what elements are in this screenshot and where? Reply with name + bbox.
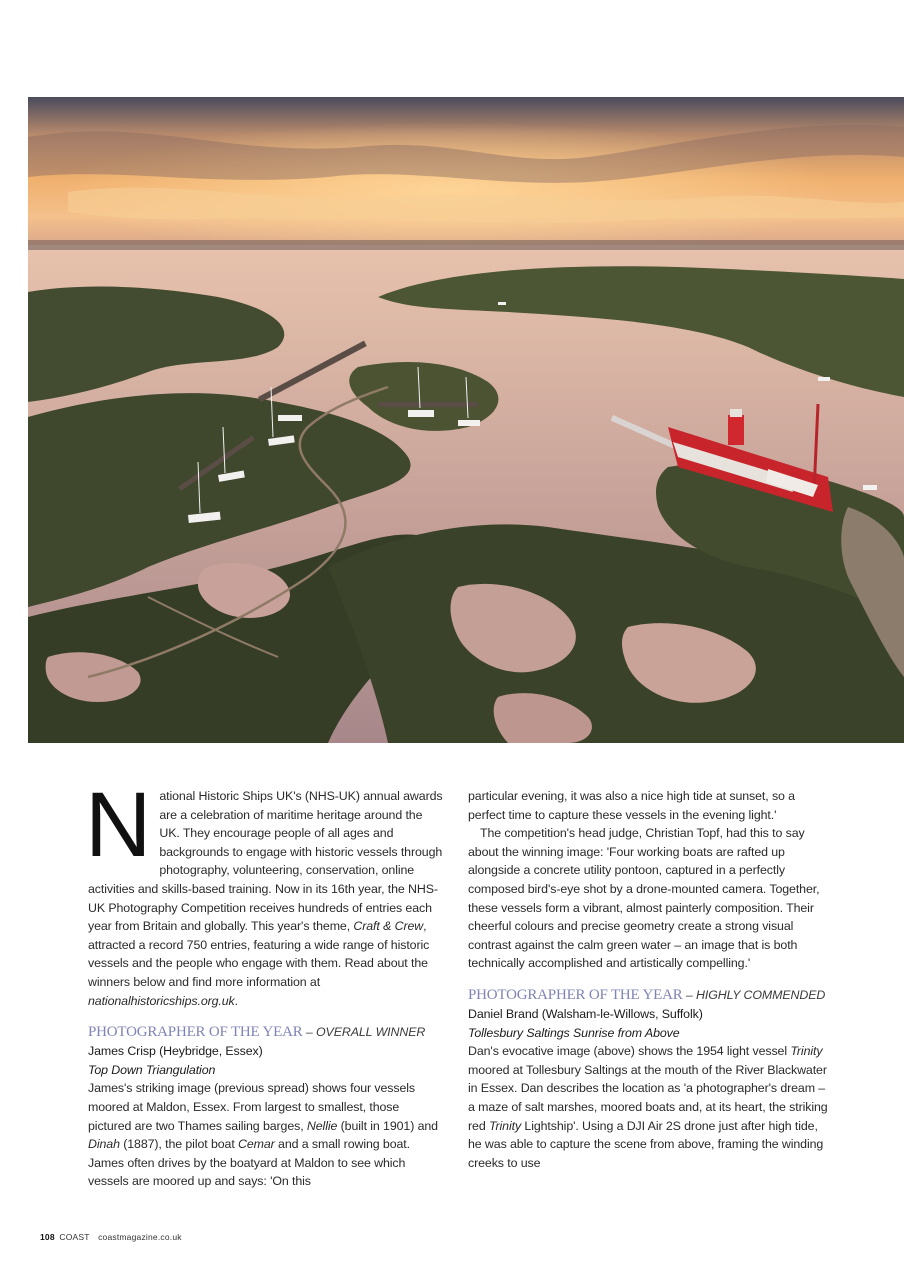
boat-name-nellie: Nellie [306,1118,338,1133]
vessel-name-trinity-2: Trinity [488,1118,522,1133]
winner-text-4-continued: particular evening, it was also a nice high tide at sunset, so a perfect time to capture these vessels in the evening light.' [468,789,795,822]
vessel-name-trinity: Trinity [790,1044,823,1059]
magazine-website[interactable]: coastmagazine.co.uk [98,1232,182,1242]
page-footer [40,1232,182,1242]
commended-heading-title: PHOTOGRAPHER OF THE YEAR [468,986,683,1003]
commended-category: – HIGHLY COMMENDED [682,987,826,1002]
boat-name-dinah: Dinah [88,1137,120,1152]
right-column [468,787,830,1172]
intro-text-continued: , attracted a record 750 entries, featuring a wide range of historic vessels and the people who engage with them. Read about the winners below and find more information at [88,919,430,989]
judge-quote: The competition's head judge, Christian Topf, had this to say about the winning image: 'Four working boats are rafted up alongside a concrete utility pontoon, captured in a perfectly composed bird's-eye shot by a drone-mounted camera. Together, these vessels form a vibrant, almost painterly composition. Their cheerful colours and precise geometry create a strong visual contrast against the calm green water – an image that is both technically accomplished and artistically compelling.' [468,826,820,971]
winner-description [88,1079,445,1191]
commended-heading [468,986,830,1005]
winner-text-4: and a small rowing boat. James often drives by the boatyard at Maldon to see which vessels are moored up and says: 'On this [88,1137,410,1189]
winner-heading-title: PHOTOGRAPHER OF THE YEAR [88,1024,303,1041]
winner-text-3: (1887), the pilot boat [119,1137,239,1152]
drop-cap: N [85,774,152,876]
commended-text-2: moored at Tollesbury Saltings at the mouth of the River Blackwater in Essex. Dan describes the location as 'a photographer's dream – a maze of salt marshes, moored boats and, at its heart, the striking red [468,1062,828,1133]
commended-text-1: Dan's evocative image (above) shows the 1954 light vessel [468,1044,791,1059]
page-number: 108 [40,1232,55,1242]
winner-heading [88,1023,445,1042]
commended-text-3: Lightship'. Using a DJI Air 2S drone just after high tide, he was able to capture the scene from above, framing the winding creeks to use [468,1118,824,1170]
winner-text-2: (built in 1901) and [337,1118,438,1133]
magazine-name: COAST [59,1232,90,1242]
intro-text: ational Historic Ships UK's (NHS-UK) annual awards are a celebration of maritime heritage around the UK. They encourage people of all ages and backgrounds to engage with historic vessels through photography, volunteering, conservation, online activities and skills-based training. Now in its 16th year, the NHS-UK Photography Competition receives hundreds of entries each year from Britain and globally. This year's theme, [88,789,443,934]
competition-theme: Craft & Crew [353,919,424,934]
intro-paragraph [85,774,445,1010]
winner-category: – OVERALL WINNER [302,1025,426,1040]
intro-end: . [234,993,239,1008]
commended-photo-title: Tollesbury Saltings Sunrise from Above [468,1025,680,1040]
winner-photographer: James Crisp (Heybridge, Essex) [88,1044,263,1059]
winner-description-continued [468,787,830,824]
commended-photographer: Daniel Brand (Walsham-le-Willows, Suffolk) [468,1006,703,1021]
winner-photo-title: Top Down Triangulation [88,1062,216,1077]
intro-website-link[interactable]: nationalhistoricships.org.uk [88,993,235,1008]
left-column [85,774,445,1191]
aerial-marsh-lightship-photo [28,97,904,743]
boat-name-cemar: Cemar [238,1137,275,1152]
winner-text-1: James's striking image (previous spread) shows four vessels moored at Maldon, Essex. From largest to smallest, those pictured are two Thames sailing barges, [88,1081,416,1133]
commended-description [468,1042,830,1172]
